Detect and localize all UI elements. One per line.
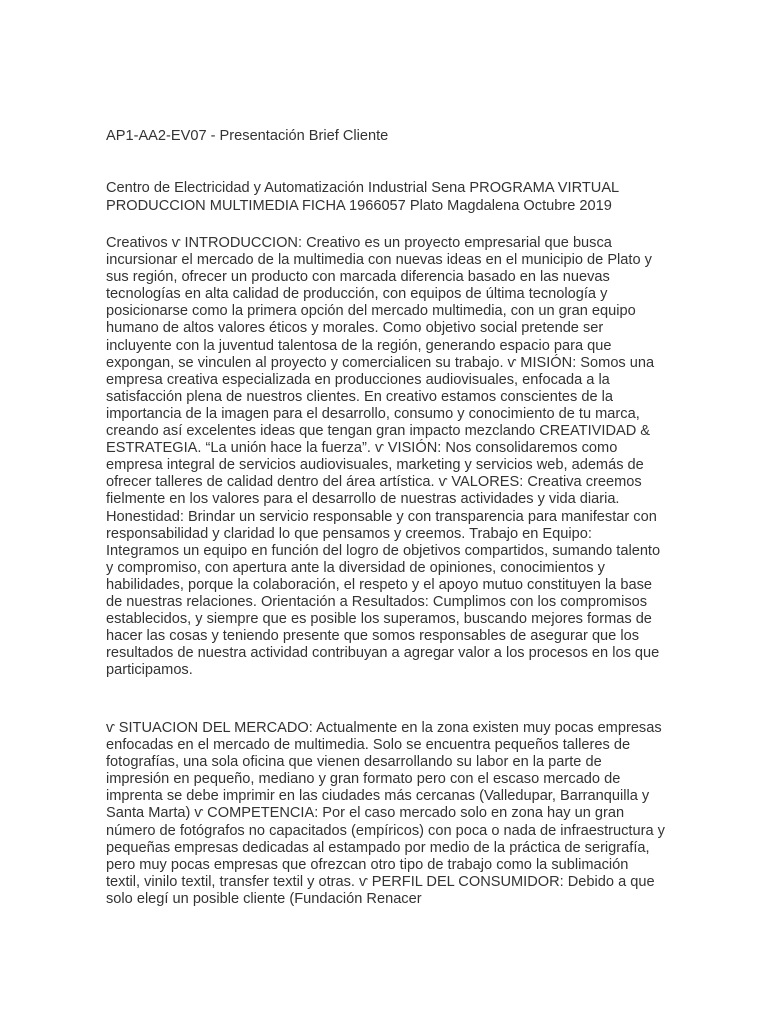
paragraph-market-situation: ⱱ SITUACION DEL MERCADO: Actualmente en la zona existen muy pocas empresas enfocadas en el mercado de multimedia. Solo se encuentra pequeños talleres de fotografías, una sola oficina que vienen desarrollando su labor en la parte de impresión en pequeño, mediano y gran formato pero con el escaso mercado de imprenta se debe imprimir en las ciudades más cercanas (Valledupar, Barranquilla y Santa Marta) ⱱ COMPETENCIA: Por el caso mercado solo en zona hay un gran número de fotógrafos no capacitados (empíricos) con poca o nada de infraestructura y pequeñas empresas dedicadas al estampado por medio de la práctica de serigrafía, pero muy pocas empresas que ofrezcan otro tipo de trabajo como la sublimación textil, vinilo textil, transfer textil y otras. ⱱ PERFIL DEL CONSUMIDOR: Debido a que solo elegí un posible cliente (Fundación Renacer [106,720,665,907]
document-subheader: Centro de Electricidad y Automatización Industrial Sena PROGRAMA VIRTUAL PRODUCCION MULTIMEDIA FICHA 1966057 Plato Magdalena Octubre 2019 [106,180,619,214]
paragraph-introduction: Creativos ⱱ INTRODUCCION: Creativo es un proyecto empresarial que busca incursionar el mercado de la multimedia con nuevas ideas en el municipio de Plato y sus región, ofrecer un producto con marcada diferencia basado en las nuevas tecnologías en alta calidad de producción, con equipos de última tecnología y posicionarse como la primera opción del mercado multimedia, con un gran equipo humano de altos valores éticos y morales. Como objetivo social pretende ser incluyente con la juventud talentosa de la región, generando espacio para que expongan, se vinculen al proyecto y comercialicen su trabajo. ⱱ MISIÓN: Somos una empresa creativa especializada en producciones audiovisuales, enfocada a la satisfacción plena de nuestros clientes. En creativo estamos conscientes de la importancia de la imagen para el desarrollo, consumo y conocimiento de tu marca, creando así excelentes ideas que tengan gran impacto mezclando CREATIVIDAD & ESTRATEGIA. “La unión hace la fuerza”. ⱱ VISIÓN: Nos consolidaremos como empresa integral de servicios audiovisuales, marketing y servicios web, además de ofrecer talleres de calidad dentro del área artística. ⱱ VALORES: Creativa creemos fielmente en los valores para el desarrollo de nuestras actividades y vida diaria. Honestidad: Brindar un servicio responsable y con transparencia para manifestar con responsabilidad y claridad lo que pensamos y creemos. Trabajo en Equipo: Integramos un equipo en función del logro de objetivos compartidos, sumando talento y compromiso, con apertura ante la diversidad de opiniones, conocimientos y habilidades, porque la colaboración, el respeto y el apoyo mutuo constituyen la base de nuestras relaciones. Orientación a Resultados: Cumplimos con los compromisos establecidos, y siempre que es posible los superamos, buscando mejores formas de hacer las cosas y teniendo presente que somos responsables de asegurar que los resultados de nuestra actividad contribuyan a agregar valor a los procesos en los que participamos. [106,235,661,679]
document-title: AP1-AA2-EV07 - Presentación Brief Cliente [106,128,389,144]
